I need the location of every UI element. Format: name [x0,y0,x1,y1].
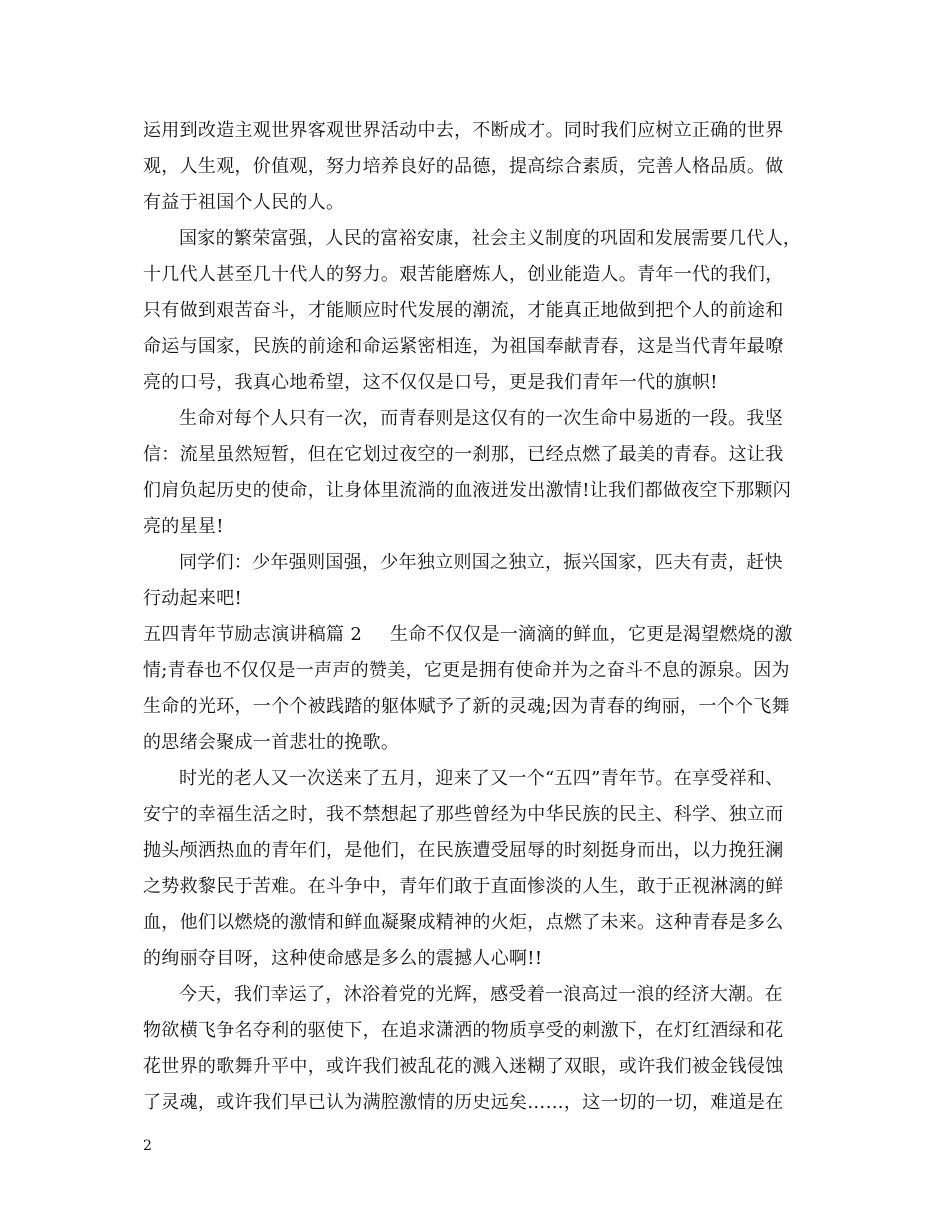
text-line: 生命的光环，一个个被践踏的躯体赋予了新的灵魂;因为青春的绚丽，一个个飞舞 [143,696,790,717]
text-line: 花世界的歌舞升平中，或许我们被乱花的溅入迷糊了双眼，或许我们被金钱侵蚀 [143,1056,784,1077]
text-line: 亮的口号，我真心地希望，这不仅仅是口号，更是我们青年一代的旗帜! [143,372,718,393]
text-line: 情;青春也不仅仅是一声声的赞美，它更是拥有使命并为之奋斗不息的源泉。因为 [143,660,790,681]
text-line: 十几代人甚至几十代人的努力。艰苦能磨炼人，创业能造人。青年一代的我们， [143,264,784,285]
text-line: 血，他们以燃烧的激情和鲜血凝聚成精神的火炬，点燃了未来。这种青春是多么 [143,912,784,933]
text-line: 的绚丽夺目呀，这种使命感是多么的震撼人心啊!! [143,948,543,969]
text-line: 同学们：少年强则国强，少年独立则国之独立，振兴国家，匹夫有责，赶快 [179,552,783,573]
text-run: 生命不仅仅是一滴滴的鲜血，它更是渴望燃烧的激 [390,624,793,645]
text-line: 安宁的幸福生活之时，我不禁想起了那些曾经为中华民族的民主、科学、独立而 [143,804,784,825]
text-line [143,624,793,646]
text-line: 行动起来吧! [143,588,243,609]
text-line: 信：流星虽然短暂，但在它划过夜空的一刹那，已经点燃了最美的青春。这让我 [143,444,784,465]
text-line: 抛头颅洒热血的青年们，是他们，在民族遭受屈辱的时刻挺身而出，以力挽狂澜 [143,840,784,861]
page-number: 2 [143,1138,152,1154]
text-line: 生命对每个人只有一次，而青春则是这仅有的一次生命中易逝的一段。我坚 [179,408,783,429]
text-line: 物欲横飞争名夺利的驱使下，在追求潇洒的物质享受的刺激下，在灯红酒绿和花 [143,1020,784,1041]
text-line: 之势救黎民于苦难。在斗争中，青年们敢于直面惨淡的人生，敢于正视淋漓的鲜 [143,876,784,897]
text-line: 有益于祖国个人民的人。 [143,192,345,213]
text-line: 国家的繁荣富强，人民的富裕安康，社会主义制度的巩固和发展需要几代人， [179,228,802,249]
text-line: 今天，我们幸运了，沐浴着党的光辉，感受着一浪高过一浪的经济大潮。在 [179,984,783,1005]
text-line: 只有做到艰苦奋斗，才能顺应时代发展的潮流，才能真正地做到把个人的前途和 [143,300,784,321]
text-line: 的思绪会聚成一首悲壮的挽歌。 [143,732,400,753]
text-line: 们肩负起历史的使命，让身体里流淌的血液迸发出激情!让我们都做夜空下那颗闪 [143,480,792,501]
text-line: 时光的老人又一次送来了五月，迎来了又一个“五四”青年节。在享受祥和、 [179,768,784,789]
section-heading: 五四青年节励志演讲稿篇 2 [143,624,363,645]
text-line: 亮的星星! [143,516,224,537]
text-line: 观，人生观，价值观，努力培养良好的品德，提高综合素质，完善人格品质。做 [143,156,784,177]
text-line: 了灵魂，或许我们早已认为满腔激情的历史远矣……，这一切的一切，难道是在 [143,1092,784,1113]
text-line: 运用到改造主观世界客观世界活动中去，不断成才。同时我们应树立正确的世界 [143,120,784,141]
text-line: 命运与国家，民族的前途和命运紧密相连，为祖国奉献青春，这是当代青年最嘹 [143,336,784,357]
